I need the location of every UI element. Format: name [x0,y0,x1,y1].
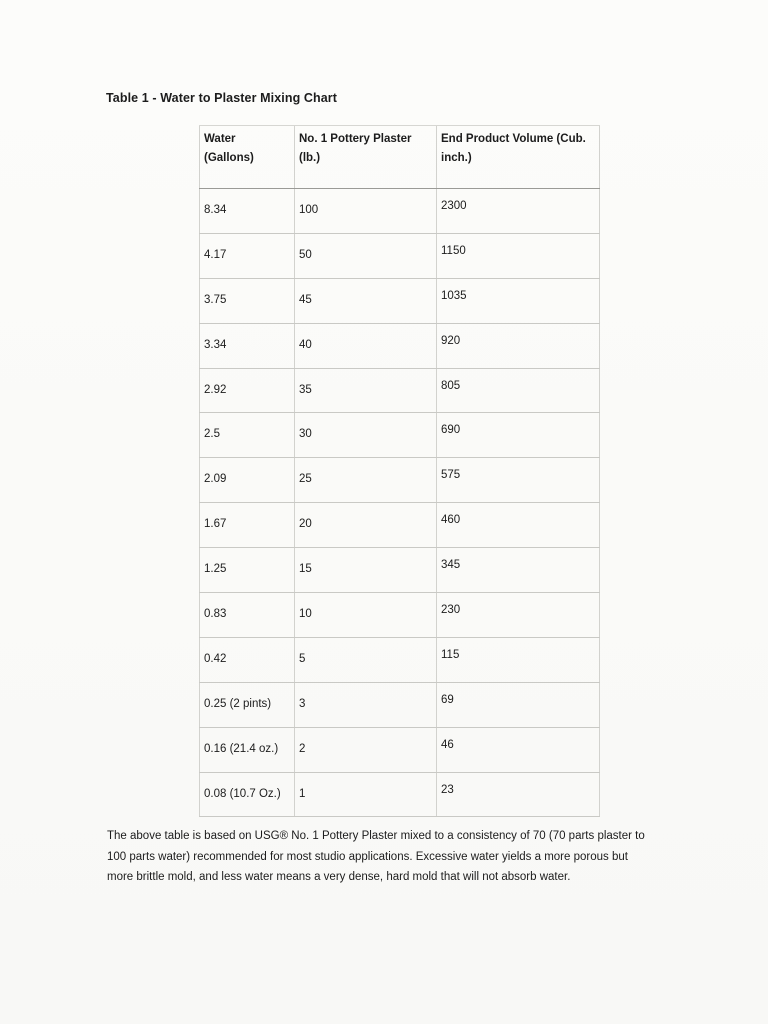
table-row [199,324,600,369]
water-cell: 0.08 (10.7 Oz.) [199,773,295,817]
water-cell: 0.25 (2 pints) [199,683,295,727]
plaster-cell: 20 [295,503,437,547]
table-row [199,458,600,503]
table-row [199,413,600,458]
volume-cell: 115 [437,638,600,682]
header-water [199,126,295,188]
header-plaster-line2: (lb.) [299,152,321,164]
header-volume-line2: inch.) [441,152,472,164]
water-cell: 1.67 [199,503,295,547]
header-water-line1: Water [204,133,236,145]
plaster-cell: 5 [295,638,437,682]
table-row [199,234,600,279]
footnote-line: 100 parts water) recommended for most studio applications. Excessive water yields a more porous but [107,850,628,863]
water-cell: 3.34 [199,324,295,368]
volume-cell: 460 [437,503,600,547]
plaster-cell: 10 [295,593,437,637]
volume-cell: 805 [437,369,600,413]
volume-cell: 230 [437,593,600,637]
header-plaster [295,126,437,188]
table-row [199,773,600,818]
plaster-cell: 45 [295,279,437,323]
volume-cell: 1035 [437,279,600,323]
table-row [199,683,600,728]
table-row [199,369,600,414]
volume-cell: 920 [437,324,600,368]
plaster-cell: 30 [295,413,437,457]
water-cell: 0.16 (21.4 oz.) [199,728,295,772]
header-plaster-line1: No. 1 Pottery Plaster [299,133,412,145]
table-row [199,728,600,773]
volume-cell: 690 [437,413,600,457]
plaster-cell: 15 [295,548,437,592]
table-row [199,189,600,234]
volume-cell: 69 [437,683,600,727]
table-body [199,189,600,817]
water-cell: 4.17 [199,234,295,278]
table-header-row [199,125,600,189]
table-title: Table 1 - Water to Plaster Mixing Chart [106,91,338,105]
table-row [199,638,600,683]
water-cell: 1.25 [199,548,295,592]
volume-cell: 575 [437,458,600,502]
header-water-line2: (Gallons) [204,152,254,164]
volume-cell: 1150 [437,234,600,278]
water-cell: 2.09 [199,458,295,502]
footnote-paragraph [107,826,707,888]
table-row [199,593,600,638]
plaster-cell: 2 [295,728,437,772]
footnote-line: The above table is based on USG® No. 1 Pottery Plaster mixed to a consistency of 70 (70 parts plaster to [107,830,645,842]
water-cell: 2.92 [199,369,295,413]
volume-cell: 345 [437,548,600,592]
table-row [199,503,600,548]
header-volume [437,126,600,188]
plaster-cell: 40 [295,324,437,368]
mixing-chart-table [199,125,600,817]
volume-cell: 2300 [437,189,600,233]
table-row [199,548,600,593]
header-volume-line1: End Product Volume (Cub. [441,133,586,145]
volume-cell: 46 [437,728,600,772]
plaster-cell: 3 [295,683,437,727]
plaster-cell: 25 [295,458,437,502]
footnote-line: more brittle mold, and less water means a very dense, hard mold that will not absorb water. [107,871,571,883]
plaster-cell: 35 [295,369,437,413]
water-cell: 0.83 [199,593,295,637]
plaster-cell: 1 [295,773,437,817]
water-cell: 2.5 [199,413,295,457]
water-cell: 3.75 [199,279,295,323]
water-cell: 0.42 [199,638,295,682]
plaster-cell: 100 [295,189,437,233]
volume-cell: 23 [437,773,600,817]
water-cell: 8.34 [199,189,295,233]
plaster-cell: 50 [295,234,437,278]
table-row [199,279,600,324]
